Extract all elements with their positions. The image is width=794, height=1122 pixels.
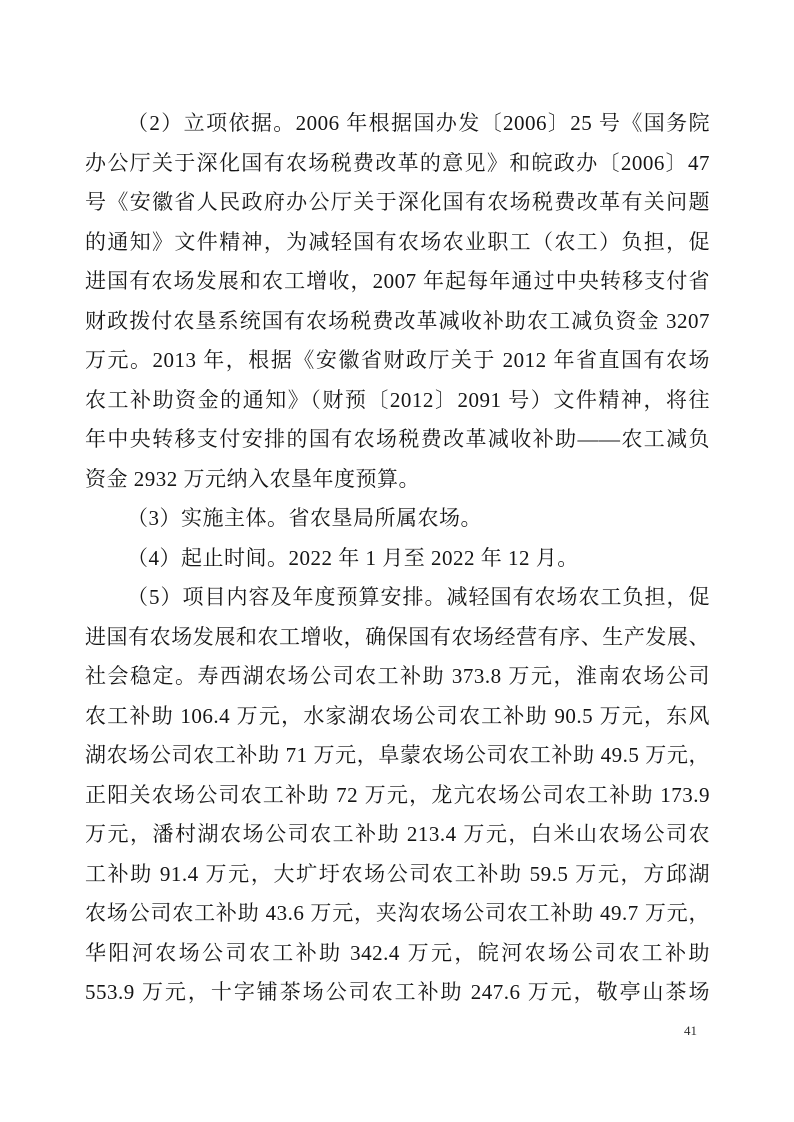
- text-line: 万元。2013 年，根据《安徽省财政厅关于 2012 年省直国有农场: [85, 348, 710, 372]
- paragraph-item-3: [85, 499, 710, 539]
- text-line: 进国有农场发展和农工增收，2007 年起每年通过中央转移支付省: [85, 269, 710, 293]
- text-line: 农场公司农工补助 43.6 万元，夹沟农场公司农工补助 49.7 万元，: [85, 901, 710, 925]
- text-line: 553.9 万元，十字铺茶场公司农工补助 247.6 万元，敬亭山茶场: [85, 980, 710, 1004]
- text-line: 湖农场公司农工补助 71 万元，阜蒙农场公司农工补助 49.5 万元，: [85, 743, 710, 767]
- text-line: 资金 2932 万元纳入农垦年度预算。: [85, 466, 420, 491]
- text-line: 农工补助 106.4 万元，水家湖农场公司农工补助 90.5 万元，东风: [85, 703, 710, 728]
- text-line: 进国有农场发展和农工增收，确保国有农场经营有序、生产发展、: [85, 624, 710, 649]
- text-line: 农工补助资金的通知》（财预〔2012〕2091 号）文件精神，将往: [85, 387, 710, 412]
- text-line: 年中央转移支付安排的国有农场税费改革减收补助——农工减负: [85, 427, 710, 451]
- text-line: （3）实施主体。省农垦局所属农场。: [127, 506, 482, 530]
- page-number: 41: [684, 1023, 697, 1038]
- text-line: 社会稳定。寿西湖农场公司农工补助 373.8 万元，淮南农场公司: [85, 664, 710, 688]
- text-line: （4）起止时间。2022 年 1 月至 2022 年 12 月。: [127, 545, 579, 570]
- paragraph-item-2: [85, 104, 710, 499]
- paragraph-item-4: [85, 539, 710, 579]
- text-line: 万元，潘村湖农场公司农工补助 213.4 万元，白米山农场公司农: [85, 822, 710, 846]
- text-line: 正阳关农场公司农工补助 72 万元，龙亢农场公司农工补助 173.9: [85, 782, 710, 807]
- text-line: 办公厅关于深化国有农场税费改革的意见》和皖政办〔2006〕47: [85, 150, 710, 175]
- paragraph-item-5: [85, 578, 710, 1013]
- text-line: （5）项目内容及年度预算安排。减轻国有农场农工负担，促: [127, 585, 710, 609]
- text-line: （2）立项依据。2006 年根据国办发〔2006〕25 号《国务院: [127, 111, 710, 135]
- text-line: 号《安徽省人民政府办公厅关于深化国有农场税费改革有关问题: [85, 190, 710, 214]
- text-line: 的通知》文件精神，为减轻国有农场农业职工（农工）负担，促: [85, 229, 710, 254]
- text-line: 工补助 91.4 万元，大圹圩农场公司农工补助 59.5 万元，方邱湖: [85, 861, 710, 886]
- document-body: [85, 104, 710, 1013]
- text-line: 华阳河农场公司农工补助 342.4 万元，皖河农场公司农工补助: [85, 940, 710, 965]
- text-line: 财政拨付农垦系统国有农场税费改革减收补助农工减负资金 3207: [85, 308, 710, 333]
